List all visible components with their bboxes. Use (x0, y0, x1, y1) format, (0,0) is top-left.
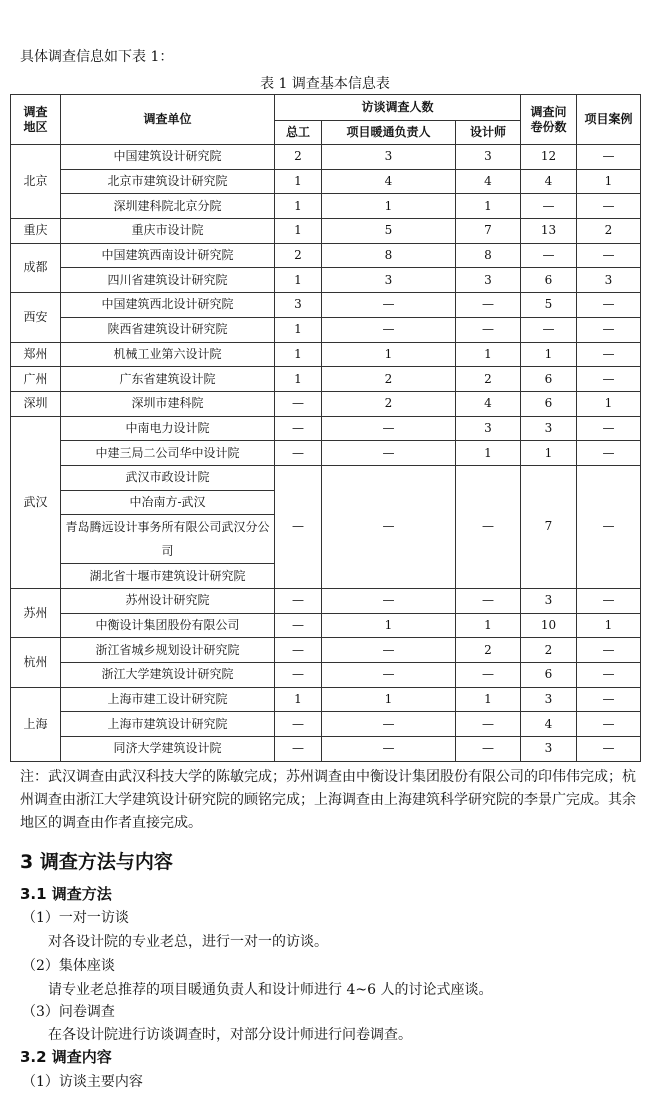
unit-cell: 浙江省城乡规划设计研究院 (61, 638, 275, 663)
lead-cell: 2 (322, 367, 456, 392)
table-row (11, 441, 641, 466)
region-cell: 北京 (11, 145, 61, 219)
table-row (11, 712, 641, 737)
unit-cell: 同济大学建筑设计院 (61, 737, 275, 762)
method-item-text: 请专业老总推荐的项目暖通负责人和设计师进行 4~6 人的讨论式座谈。 (48, 982, 493, 998)
questionnaire-cell: 4 (521, 712, 577, 737)
cases-cell: 3 (577, 268, 641, 293)
unit-cell: 广东省建筑设计院 (61, 367, 275, 392)
method-item-text: 在各设计院进行访谈调查时，对部分设计师进行问卷调查。 (48, 1027, 412, 1043)
questionnaire-cell: 10 (521, 613, 577, 638)
region-cell: 重庆 (11, 219, 61, 244)
designer-cell: 1 (456, 441, 521, 466)
lead-cell: 5 (322, 219, 456, 244)
chief-cell: 1 (275, 268, 322, 293)
questionnaire-cell: 1 (521, 342, 577, 367)
table-row (11, 219, 641, 244)
questionnaire-cell: — (521, 243, 577, 268)
cases-cell: — (577, 293, 641, 318)
method-item-text: 对各设计院的专业老总，进行一对一的访谈。 (48, 934, 328, 950)
unit-cell: 中冶南方-武汉 (61, 490, 275, 515)
designer-cell: 3 (456, 416, 521, 441)
chief-cell: — (275, 391, 322, 416)
unit-cell: 深圳建科院北京分院 (61, 194, 275, 219)
lead-cell: — (322, 317, 456, 342)
chief-cell: 1 (275, 317, 322, 342)
questionnaire-cell: 12 (521, 145, 577, 170)
cases-cell: — (577, 145, 641, 170)
chief-cell: 1 (275, 194, 322, 219)
unit-cell: 北京市建筑设计研究院 (61, 169, 275, 194)
chief-cell: 2 (275, 145, 322, 170)
unit-cell: 上海市建筑设计研究院 (61, 712, 275, 737)
chief-cell: — (275, 416, 322, 441)
designer-cell: — (456, 317, 521, 342)
cases-cell: 1 (577, 391, 641, 416)
chief-cell: 1 (275, 169, 322, 194)
unit-cell: 中国建筑西南设计研究院 (61, 243, 275, 268)
lead-cell: — (322, 293, 456, 318)
cases-cell: — (577, 416, 641, 441)
questionnaire-cell: 6 (521, 367, 577, 392)
cases-cell: — (577, 317, 641, 342)
header-region: 调查地区 (11, 95, 61, 145)
cases-cell: — (577, 441, 641, 466)
questionnaire-cell: 4 (521, 169, 577, 194)
header-questionnaires: 调查问卷份数 (521, 95, 577, 145)
unit-cell: 机械工业第六设计院 (61, 342, 275, 367)
cases-cell: 2 (577, 219, 641, 244)
header-hvac-lead: 项目暖通负责人 (322, 121, 456, 145)
lead-cell: 1 (322, 687, 456, 712)
lead-cell: — (322, 465, 456, 588)
unit-cell: 深圳市建科院 (61, 391, 275, 416)
designer-cell: — (456, 712, 521, 737)
region-cell: 深圳 (11, 391, 61, 416)
lead-cell: — (322, 416, 456, 441)
chief-cell: — (275, 441, 322, 466)
unit-cell: 重庆市设计院 (61, 219, 275, 244)
unit-cell: 中国建筑西北设计研究院 (61, 293, 275, 318)
header-chief: 总工 (275, 121, 322, 145)
questionnaire-cell: 13 (521, 219, 577, 244)
chief-cell: 1 (275, 687, 322, 712)
designer-cell: — (456, 663, 521, 688)
questionnaire-cell: 5 (521, 293, 577, 318)
lead-cell: — (322, 441, 456, 466)
lead-cell: — (322, 712, 456, 737)
chief-cell: 2 (275, 243, 322, 268)
table-note: 注：武汉调查由武汉科技大学的陈敏完成；苏州调查由中衡设计集团股份有限公司的印伟伟完成；杭州调查由浙江大学建筑设计研究院的顾铭完成；上海调查由上海建筑科学研究院的李景广完成。其余地区的调查由作者直接完成。 (20, 769, 636, 831)
unit-cell: 中南电力设计院 (61, 416, 275, 441)
chief-cell: 1 (275, 219, 322, 244)
designer-cell: 8 (456, 243, 521, 268)
table-row (11, 663, 641, 688)
region-cell: 上海 (11, 687, 61, 761)
region-cell: 西安 (11, 293, 61, 342)
section-3-2-heading: 3.2 调查内容 (20, 1048, 112, 1066)
content-item-label: （1）访谈主要内容 (22, 1074, 143, 1090)
section-3-heading: 3 调查方法与内容 (20, 851, 173, 873)
table-row (11, 589, 641, 614)
designer-cell: 2 (456, 638, 521, 663)
designer-cell: 3 (456, 145, 521, 170)
table-row (11, 367, 641, 392)
lead-cell: — (322, 589, 456, 614)
unit-cell: 湖北省十堰市建筑设计研究院 (61, 564, 275, 589)
questionnaire-cell: 6 (521, 663, 577, 688)
lead-cell: — (322, 737, 456, 762)
designer-cell: 1 (456, 613, 521, 638)
lead-cell: — (322, 638, 456, 663)
designer-cell: 2 (456, 367, 521, 392)
lead-cell: 1 (322, 194, 456, 219)
designer-cell: 3 (456, 268, 521, 293)
table-row (11, 391, 641, 416)
designer-cell: 1 (456, 342, 521, 367)
unit-cell: 中建三局二公司华中设计院 (61, 441, 275, 466)
chief-cell: — (275, 613, 322, 638)
cases-cell: — (577, 638, 641, 663)
unit-cell: 四川省建筑设计研究院 (61, 268, 275, 293)
designer-cell: — (456, 465, 521, 588)
survey-info-table (10, 94, 641, 762)
table-caption: 表 1 调查基本信息表 (260, 76, 390, 92)
table-row (11, 243, 641, 268)
table-row (11, 268, 641, 293)
table-row (11, 737, 641, 762)
cases-cell: — (577, 194, 641, 219)
designer-cell: 1 (456, 687, 521, 712)
unit-cell: 中国建筑设计研究院 (61, 145, 275, 170)
lead-cell: 3 (322, 268, 456, 293)
cases-cell: — (577, 712, 641, 737)
cases-cell: 1 (577, 613, 641, 638)
unit-cell: 浙江大学建筑设计研究院 (61, 663, 275, 688)
table-row (11, 194, 641, 219)
table-row (11, 638, 641, 663)
lead-cell: 1 (322, 613, 456, 638)
cases-cell: 1 (577, 169, 641, 194)
cases-cell: — (577, 663, 641, 688)
unit-cell: 陕西省建筑设计研究院 (61, 317, 275, 342)
lead-cell: — (322, 663, 456, 688)
chief-cell: 3 (275, 293, 322, 318)
questionnaire-cell: — (521, 317, 577, 342)
lead-cell: 8 (322, 243, 456, 268)
questionnaire-cell: 3 (521, 416, 577, 441)
region-cell: 成都 (11, 243, 61, 292)
unit-cell: 上海市建工设计研究院 (61, 687, 275, 712)
designer-cell: 7 (456, 219, 521, 244)
header-cases: 项目案例 (577, 95, 641, 145)
designer-cell: — (456, 293, 521, 318)
cases-cell: — (577, 243, 641, 268)
header-unit: 调查单位 (61, 95, 275, 145)
header-designer: 设计师 (456, 121, 521, 145)
method-item-label: （1）一对一访谈 (22, 910, 129, 926)
intro-text: 具体调查信息如下表 1： (20, 49, 174, 65)
table-row (11, 317, 641, 342)
cases-cell: — (577, 687, 641, 712)
lead-cell: 4 (322, 169, 456, 194)
unit-cell: 武汉市政设计院 (61, 465, 275, 490)
table-row (11, 342, 641, 367)
questionnaire-cell: 3 (521, 687, 577, 712)
section-3-1-heading: 3.1 调查方法 (20, 885, 112, 903)
questionnaire-cell: 3 (521, 737, 577, 762)
designer-cell: — (456, 589, 521, 614)
method-item-label: （2）集体座谈 (22, 958, 115, 974)
chief-cell: — (275, 638, 322, 663)
chief-cell: — (275, 712, 322, 737)
region-cell: 苏州 (11, 589, 61, 638)
table-row (11, 145, 641, 170)
unit-cell: 中衡设计集团股份有限公司 (61, 613, 275, 638)
cases-cell: — (577, 367, 641, 392)
lead-cell: 1 (322, 342, 456, 367)
cases-cell: — (577, 589, 641, 614)
designer-cell: — (456, 737, 521, 762)
region-cell: 杭州 (11, 638, 61, 687)
questionnaire-cell: 2 (521, 638, 577, 663)
table-row (11, 169, 641, 194)
region-cell: 广州 (11, 367, 61, 392)
questionnaire-cell: 1 (521, 441, 577, 466)
cases-cell: — (577, 465, 641, 588)
lead-cell: 2 (322, 391, 456, 416)
chief-cell: 1 (275, 342, 322, 367)
designer-cell: 1 (456, 194, 521, 219)
questionnaire-cell: 7 (521, 465, 577, 588)
questionnaire-cell: — (521, 194, 577, 219)
cases-cell: — (577, 342, 641, 367)
unit-cell: 青岛腾远设计事务所有限公司武汉分公司 (61, 515, 275, 564)
questionnaire-cell: 6 (521, 268, 577, 293)
table-row (11, 416, 641, 441)
table-row (11, 465, 641, 490)
table-row (11, 293, 641, 318)
table-row (11, 613, 641, 638)
designer-cell: 4 (456, 391, 521, 416)
designer-cell: 4 (456, 169, 521, 194)
chief-cell: — (275, 663, 322, 688)
lead-cell: 3 (322, 145, 456, 170)
table-row (11, 687, 641, 712)
unit-cell: 苏州设计研究院 (61, 589, 275, 614)
questionnaire-cell: 6 (521, 391, 577, 416)
method-item-label: （3）问卷调查 (22, 1004, 115, 1020)
chief-cell: — (275, 465, 322, 588)
region-cell: 武汉 (11, 416, 61, 588)
chief-cell: — (275, 737, 322, 762)
region-cell: 郑州 (11, 342, 61, 367)
cases-cell: — (577, 737, 641, 762)
chief-cell: — (275, 589, 322, 614)
questionnaire-cell: 3 (521, 589, 577, 614)
chief-cell: 1 (275, 367, 322, 392)
header-interviewees: 访谈调查人数 (275, 95, 521, 121)
